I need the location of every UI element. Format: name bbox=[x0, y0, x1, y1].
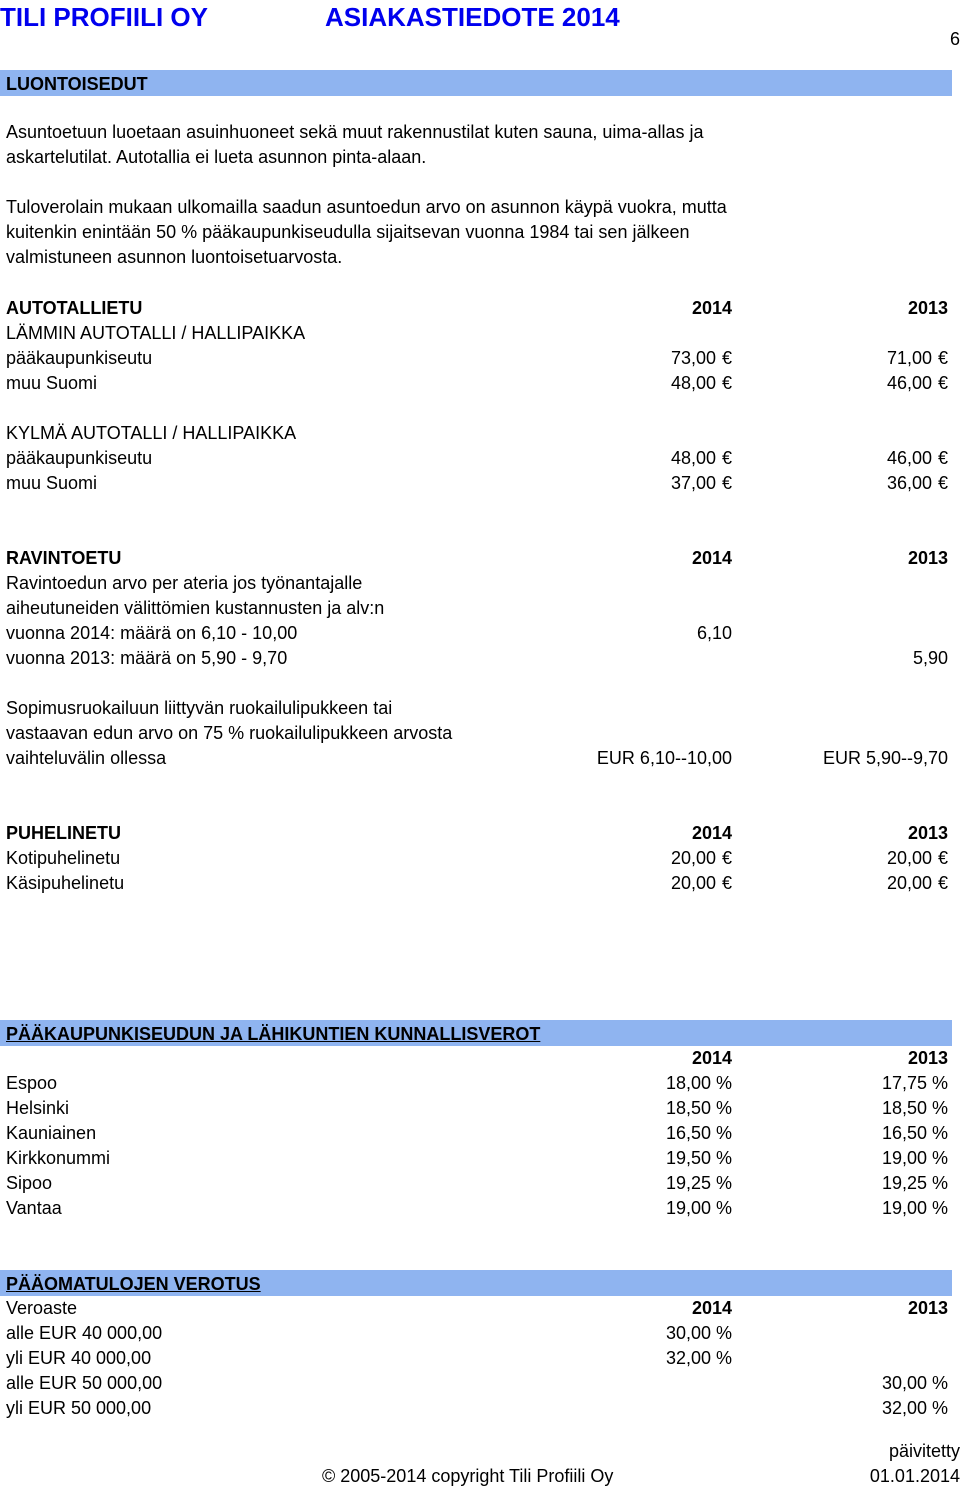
section-heading: PÄÄOMATULOJEN VEROTUS bbox=[6, 1274, 261, 1294]
value-2013: 18,50 % bbox=[881, 1098, 948, 1118]
value-2013: 19,00 % bbox=[881, 1198, 948, 1218]
year-2013-label: 2013 bbox=[907, 548, 948, 568]
value-2013: 17,75 % bbox=[881, 1073, 948, 1093]
row-label: Sopimusruokailuun liittyvän ruokailulipukkeen tai bbox=[6, 698, 393, 718]
value-2013: EUR 5,90--9,70 bbox=[822, 748, 948, 768]
text-row bbox=[0, 720, 960, 745]
value-2014: 37,00 € bbox=[670, 473, 732, 493]
year-2014-label: 2014 bbox=[691, 1298, 732, 1318]
row-label: muu Suomi bbox=[6, 373, 98, 393]
year-2014-label: 2014 bbox=[691, 823, 732, 843]
section-band-kunnallisverot bbox=[0, 1020, 952, 1046]
puhelinetu-header-row bbox=[0, 820, 960, 845]
value-2013: 20,00 € bbox=[886, 848, 948, 868]
value-2014: 20,00 € bbox=[670, 873, 732, 893]
value-2014: EUR 6,10--10,00 bbox=[596, 748, 732, 768]
text-row bbox=[0, 570, 960, 595]
year-header-row bbox=[0, 1045, 960, 1070]
table-row bbox=[0, 1145, 960, 1170]
year-2013-label: 2013 bbox=[907, 1298, 948, 1318]
section-heading: PUHELINETU bbox=[6, 823, 122, 843]
value-2013: 36,00 € bbox=[886, 473, 948, 493]
paragraph-asuntoetu bbox=[6, 120, 806, 170]
year-2013-label: 2013 bbox=[907, 1048, 948, 1068]
year-header-row bbox=[0, 1295, 960, 1320]
year-2013-label: 2013 bbox=[907, 823, 948, 843]
company-name: TILI PROFIILI OY bbox=[0, 2, 208, 32]
row-label: vuonna 2013: määrä on 5,90 - 9,70 bbox=[6, 648, 288, 668]
table-row bbox=[0, 870, 960, 895]
table-row bbox=[0, 470, 960, 495]
page-number: 6 bbox=[949, 29, 960, 49]
row-label: Helsinki bbox=[6, 1098, 70, 1118]
value-2013: 16,50 % bbox=[881, 1123, 948, 1143]
row-label: Ravintoedun arvo per ateria jos työnantajalle bbox=[6, 573, 363, 593]
subheading-row bbox=[0, 420, 960, 445]
row-label: vastaavan edun arvo on 75 % ruokailulipukkeen arvosta bbox=[6, 723, 453, 743]
row-label: Käsipuhelinetu bbox=[6, 873, 125, 893]
table-row bbox=[0, 620, 960, 645]
document-title: ASIAKASTIEDOTE 2014 bbox=[325, 2, 620, 32]
year-2013-label: 2013 bbox=[907, 298, 948, 318]
euro-icon: € bbox=[937, 348, 948, 368]
subheading-warm-garage: LÄMMIN AUTOTALLI / HALLIPAIKKA bbox=[6, 323, 306, 343]
euro-icon: € bbox=[937, 373, 948, 393]
text-row bbox=[0, 695, 960, 720]
autotallietu-header-row bbox=[0, 295, 960, 320]
table-row bbox=[0, 1345, 960, 1370]
row-label: vuonna 2014: määrä on 6,10 - 10,00 bbox=[6, 623, 298, 643]
row-label: alle EUR 40 000,00 bbox=[6, 1323, 163, 1343]
table-row bbox=[0, 1095, 960, 1120]
row-label: Veroaste bbox=[6, 1298, 78, 1318]
table-row bbox=[0, 645, 960, 670]
value-2014: 19,00 % bbox=[665, 1198, 732, 1218]
row-label: Espoo bbox=[6, 1073, 58, 1093]
value-2014: 18,50 % bbox=[665, 1098, 732, 1118]
value-2014: 73,00 € bbox=[670, 348, 732, 368]
table-row bbox=[0, 370, 960, 395]
section-band-luontoisedut bbox=[0, 70, 952, 96]
value-2013: 30,00 % bbox=[881, 1373, 948, 1393]
row-label: yli EUR 40 000,00 bbox=[6, 1348, 152, 1368]
row-label: alle EUR 50 000,00 bbox=[6, 1373, 163, 1393]
euro-icon: € bbox=[937, 848, 948, 868]
value-2014: 32,00 % bbox=[665, 1348, 732, 1368]
section-band-paaomatulot bbox=[0, 1270, 952, 1296]
value-2013: 5,90 bbox=[912, 648, 948, 668]
table-row bbox=[0, 1120, 960, 1145]
table-row bbox=[0, 345, 960, 370]
euro-icon: € bbox=[721, 873, 732, 893]
row-label: aiheutuneiden välittömien kustannusten ja alv:n bbox=[6, 598, 385, 618]
value-2014: 16,50 % bbox=[665, 1123, 732, 1143]
row-label: pääkaupunkiseutu bbox=[6, 448, 153, 468]
row-label: vaihteluvälin ollessa bbox=[6, 748, 167, 768]
row-label: Kotipuhelinetu bbox=[6, 848, 121, 868]
value-2014: 20,00 € bbox=[670, 848, 732, 868]
row-label: Kauniainen bbox=[6, 1123, 97, 1143]
table-row bbox=[0, 1320, 960, 1345]
value-2014: 18,00 % bbox=[665, 1073, 732, 1093]
paragraph-line: Asuntoetuun luoetaan asuinhuoneet sekä muut rakennustilat kuten sauna, uima-allas ja bbox=[6, 122, 704, 142]
paragraph-line: kuitenkin enintään 50 % pääkaupunkiseudulla sijaitsevan vuonna 1984 tai sen jälkeen bbox=[6, 222, 690, 242]
value-2014: 48,00 € bbox=[670, 373, 732, 393]
euro-icon: € bbox=[721, 473, 732, 493]
value-2013: 46,00 € bbox=[886, 373, 948, 393]
paragraph-tuloverolaki bbox=[6, 195, 806, 270]
year-2014-label: 2014 bbox=[691, 1048, 732, 1068]
section-heading: RAVINTOETU bbox=[6, 548, 122, 568]
row-label: pääkaupunkiseutu bbox=[6, 348, 153, 368]
euro-icon: € bbox=[721, 848, 732, 868]
copyright-text: © 2005-2014 copyright Tili Profiili Oy bbox=[322, 1466, 614, 1486]
value-2014: 48,00 € bbox=[670, 448, 732, 468]
row-label: yli EUR 50 000,00 bbox=[6, 1398, 152, 1418]
updated-date: 01.01.2014 bbox=[869, 1466, 960, 1486]
value-2013: 32,00 % bbox=[881, 1398, 948, 1418]
year-2014-label: 2014 bbox=[691, 548, 732, 568]
row-label: Vantaa bbox=[6, 1198, 62, 1218]
row-label: Kirkkonummi bbox=[6, 1148, 111, 1168]
paragraph-line: Tuloverolain mukaan ulkomailla saadun asuntoedun arvo on asunnon käypä vuokra, mutta bbox=[6, 197, 727, 217]
subheading-cold-garage: KYLMÄ AUTOTALLI / HALLIPAIKKA bbox=[6, 423, 297, 443]
value-2014: 19,25 % bbox=[665, 1173, 732, 1193]
euro-icon: € bbox=[937, 873, 948, 893]
value-2013: 19,00 % bbox=[881, 1148, 948, 1168]
paragraph-line: askartelutilat. Autotallia ei lueta asunnon pinta-alaan. bbox=[6, 147, 427, 167]
table-row bbox=[0, 445, 960, 470]
value-2014: 6,10 bbox=[696, 623, 732, 643]
section-heading: LUONTOISEDUT bbox=[6, 74, 148, 94]
euro-icon: € bbox=[721, 373, 732, 393]
section-heading: AUTOTALLIETU bbox=[6, 298, 143, 318]
ravintoetu-header-row bbox=[0, 545, 960, 570]
euro-icon: € bbox=[937, 473, 948, 493]
value-2013: 46,00 € bbox=[886, 448, 948, 468]
value-2013: 19,25 % bbox=[881, 1173, 948, 1193]
table-row bbox=[0, 1395, 960, 1420]
row-label: Sipoo bbox=[6, 1173, 53, 1193]
value-2014: 19,50 % bbox=[665, 1148, 732, 1168]
row-label: muu Suomi bbox=[6, 473, 98, 493]
table-row bbox=[0, 845, 960, 870]
value-2013: 20,00 € bbox=[886, 873, 948, 893]
subheading-row bbox=[0, 320, 960, 345]
euro-icon: € bbox=[721, 348, 732, 368]
table-row bbox=[0, 1070, 960, 1095]
paragraph-line: valmistuneen asunnon luontoisetuarvosta. bbox=[6, 247, 343, 267]
euro-icon: € bbox=[721, 448, 732, 468]
table-row bbox=[0, 745, 960, 770]
value-2014: 30,00 % bbox=[665, 1323, 732, 1343]
year-2014-label: 2014 bbox=[691, 298, 732, 318]
value-2013: 71,00 € bbox=[886, 348, 948, 368]
text-row bbox=[0, 595, 960, 620]
table-row bbox=[0, 1170, 960, 1195]
updated-label: päivitetty bbox=[888, 1441, 960, 1461]
table-row bbox=[0, 1370, 960, 1395]
table-row bbox=[0, 1195, 960, 1220]
euro-icon: € bbox=[937, 448, 948, 468]
section-heading: PÄÄKAUPUNKISEUDUN JA LÄHIKUNTIEN KUNNALLISVEROT bbox=[6, 1024, 541, 1044]
